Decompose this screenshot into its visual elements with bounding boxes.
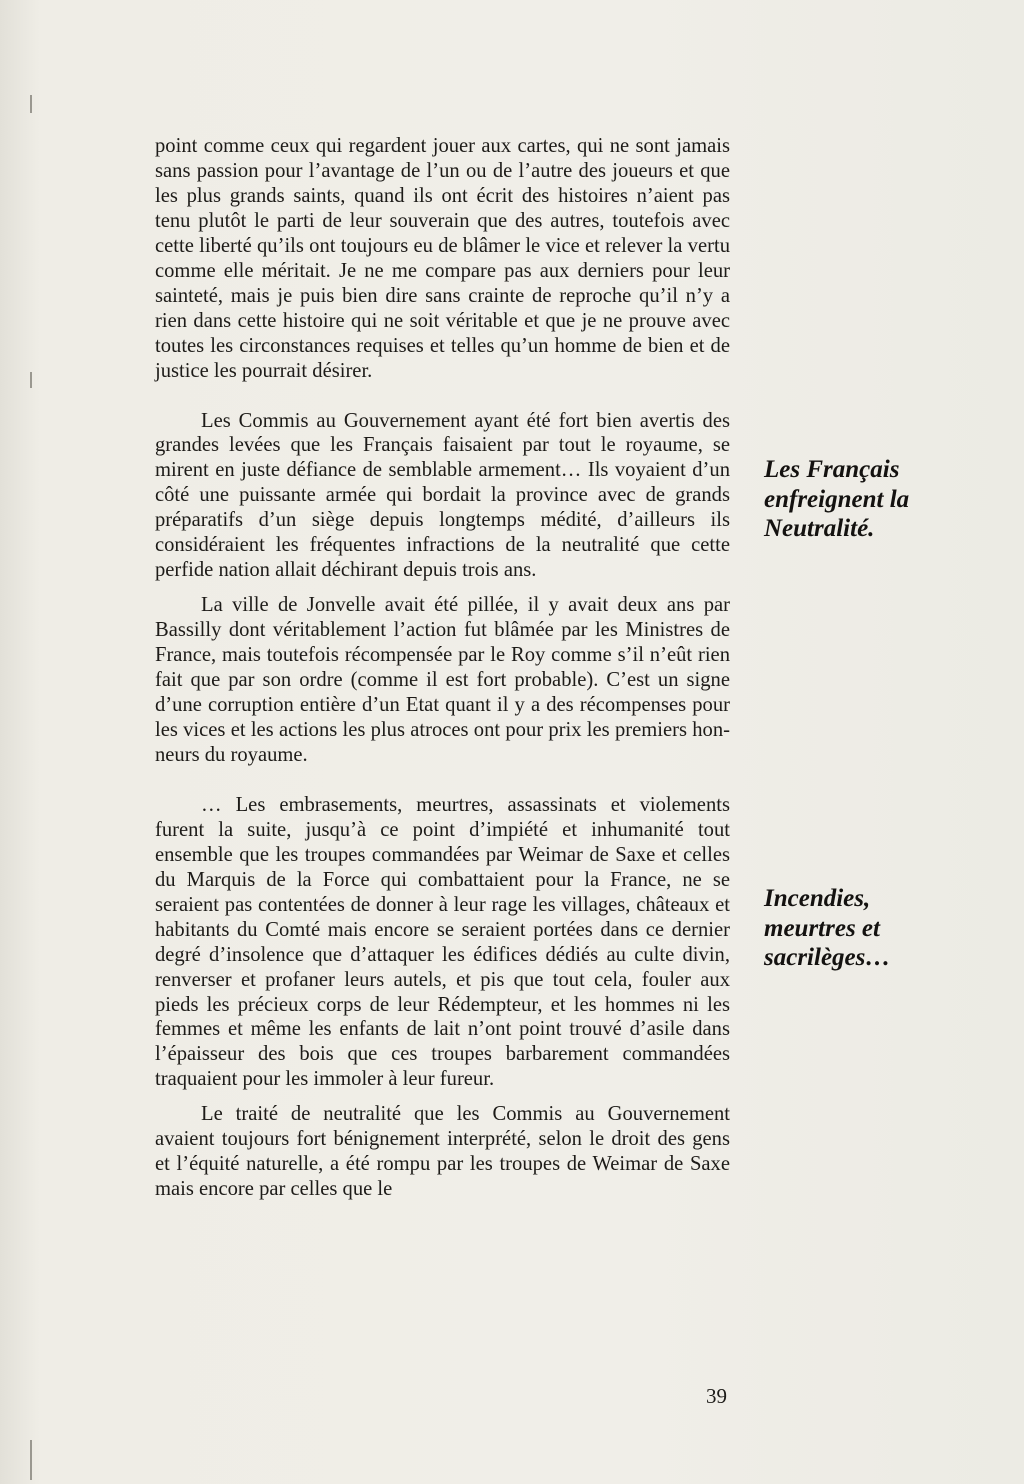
paragraph-2: Les Commis au Gouvernement ayant été fort bien avertis des grandes levées que les Français faisaient par tout le royaume, se mirent en juste défiance de semblable armement… Ils voyaient d’un côté une puissante armée qui bordait la province avec de grands préparatifs d’un siège depuis longtemps médité, d’ailleurs ils considéraient les fréquentes infractions de la neutralité que cette perfide nation allait déchirant depuis trois ans. [155, 409, 730, 582]
sidenote-francais-neutralite: Les Français enfreignent la Neutralité. [764, 456, 910, 542]
sidenote-incendies: Incendies, meurtres et sacrilèges… [764, 885, 891, 971]
main-text-column [155, 134, 730, 1202]
page-number: 39 [706, 1384, 727, 1408]
binding-mark [30, 372, 32, 388]
binding-mark [30, 95, 32, 113]
binding-mark [30, 1440, 32, 1480]
paragraph-1: point comme ceux qui regardent jouer aux cartes, qui ne sont jamais sans passion pour l’avantage de l’un ou de l’autre des joueurs et que les plus grands saints, quand ils ont écrit des histoires n’aient pas tenu plutôt le parti de leur souverain que des autres, toutefois avec cette liberté qu’ils ont toujours eu de blâmer le vice et relever la vertu comme elle méritait. Je ne me compare pas aux derniers pour leur sainteté, mais je puis bien dire sans crainte de reproche qu’il n’y a rien dans cette histoire qui ne soit véritable et que je ne prouve avec toutes les circonstances requises et telles qu’un homme de bien et de justice les pourrait désirer. [155, 135, 730, 382]
paragraph-4: … Les embrasements, meurtres, assassinats et violements furent la suite, jusqu’à ce point d’impiété et inhumanité tout ensemble que les troupes commandées par Weimar de Saxe et celles du Marquis de la Force qui combattaient pour la France, ne se seraient pas contentées de donner à leur rage les villages, châteaux et habitants du Comté mais encore se seraient portées dans ce dernier degré d’insolence que d’attaquer les édifices dédiés au culte divin, renverser et profaner leurs autels, et pis que tout cela, fouler aux pieds les précieux corps de leur Rédempteur, et les hommes ni les femmes et même les enfants de lait n’ont point trouvé d’asile dans l’épaisseur des bois que ces troupes barbarement commandées traquaient pour les immoler à leur fureur. [155, 793, 730, 1091]
paragraph-5: Le traité de neutralité que les Commis au Gouvernement avaient toujours fort bénignement interprété, selon le droit des gens et l’équité naturelle, a été rompu par les troupes de Weimar de Saxe mais encore par celles que le [155, 1103, 730, 1201]
paragraph-3: La ville de Jonvelle avait été pillée, il y avait deux ans par Bassilly dont véritablement l’action fut blâmée par les Ministres de France, mais toutefois récompensée par le Roy comme s’il n’eût rien fait que par son ordre (comme il est fort probable). C’est un signe d’une corruption entière d’un Etat quant il y a des récompenses pour les vices et les actions les plus atroces ont pour prix les premiers honneurs du royaume. [155, 594, 730, 766]
